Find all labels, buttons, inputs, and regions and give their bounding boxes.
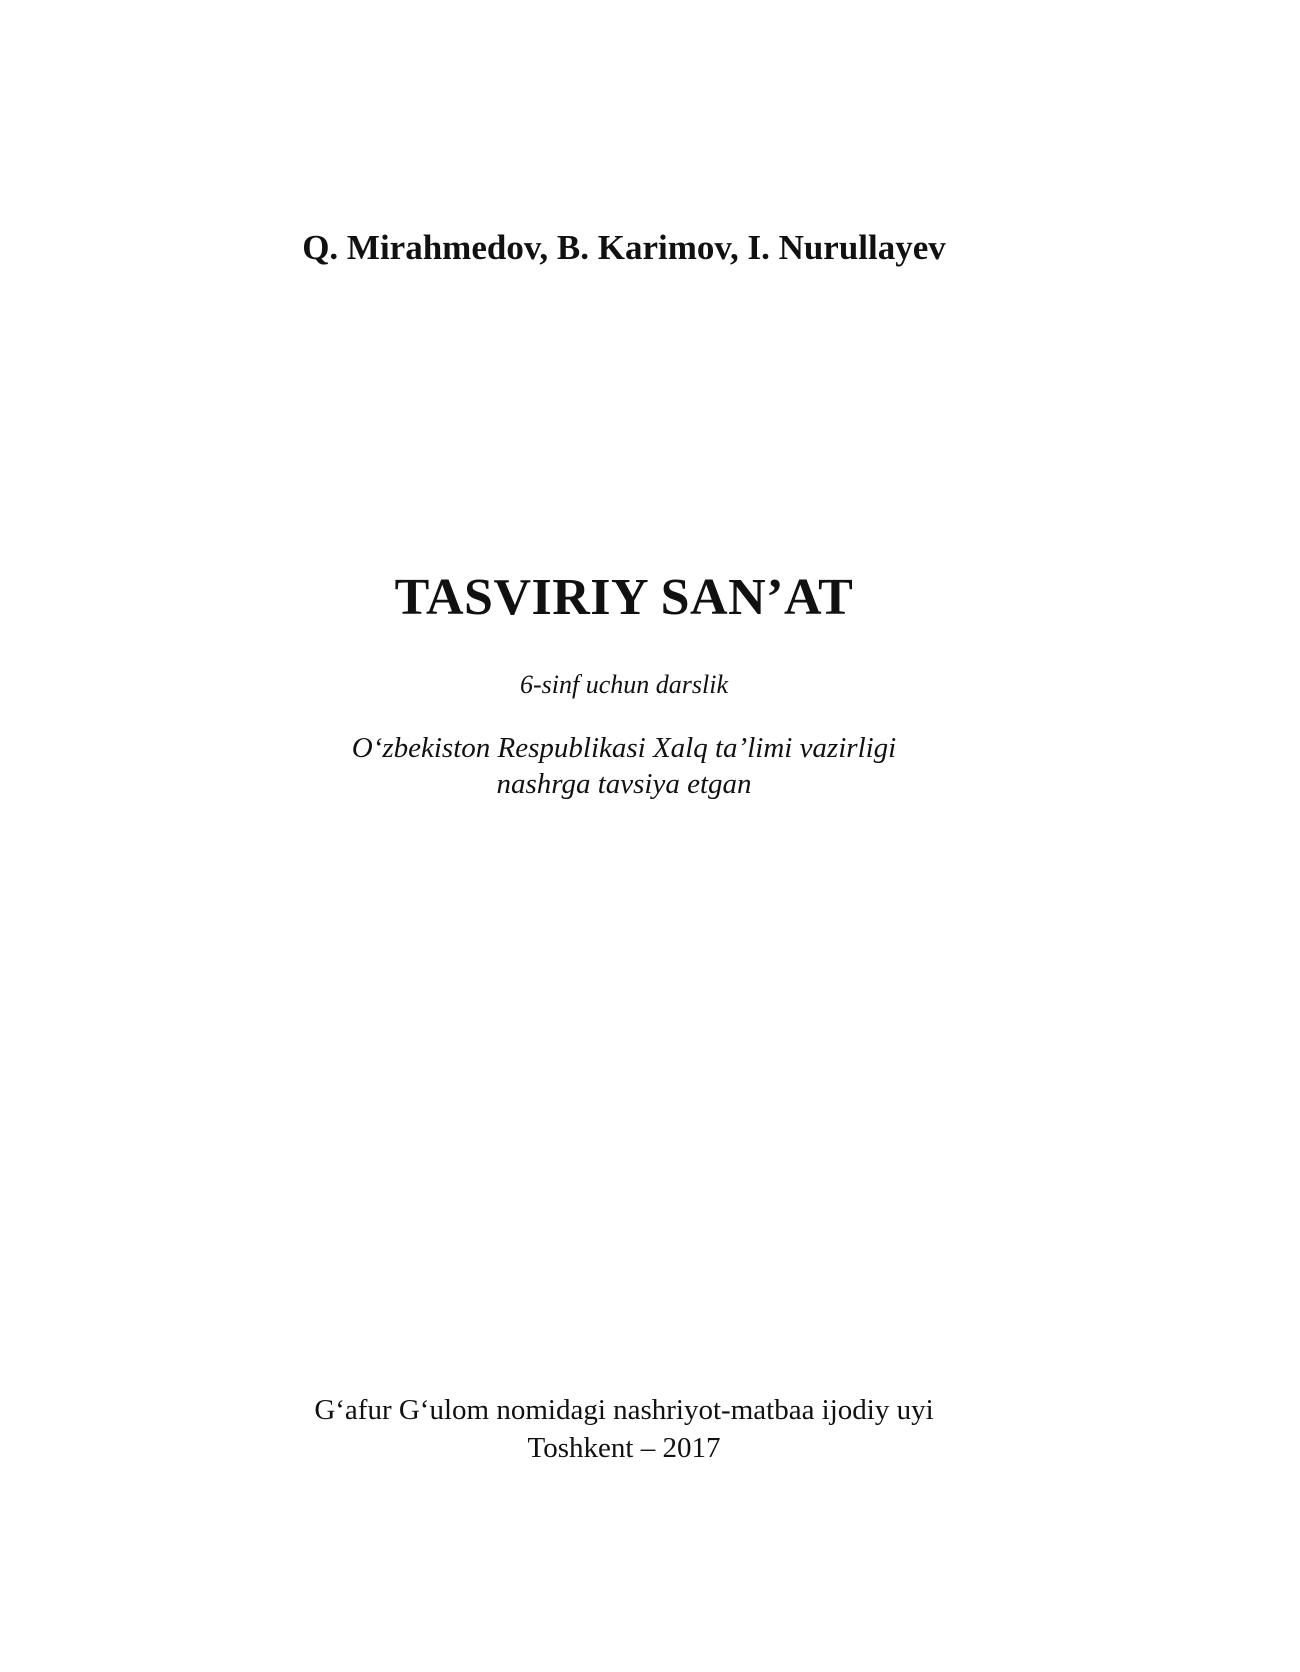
recommendation-line-1: O‘zbekiston Respublikasi Xalq ta’limi vazirligi: [351, 732, 897, 764]
book-subtitle: 6-sinf uchun darslik: [520, 670, 728, 699]
authors: Q. Mirahmedov, B. Karimov, I. Nurullayev: [302, 228, 946, 267]
publisher-name: G‘afur G‘ulom nomidagi nashriyot-matbaa ijodiy uyi: [314, 1394, 934, 1426]
recommendation-line-2: nashrga tavsiya etgan: [496, 768, 752, 800]
book-title: TASVIRIY SAN’AT: [394, 569, 854, 626]
publisher-city-year: Toshkent – 2017: [527, 1432, 721, 1464]
